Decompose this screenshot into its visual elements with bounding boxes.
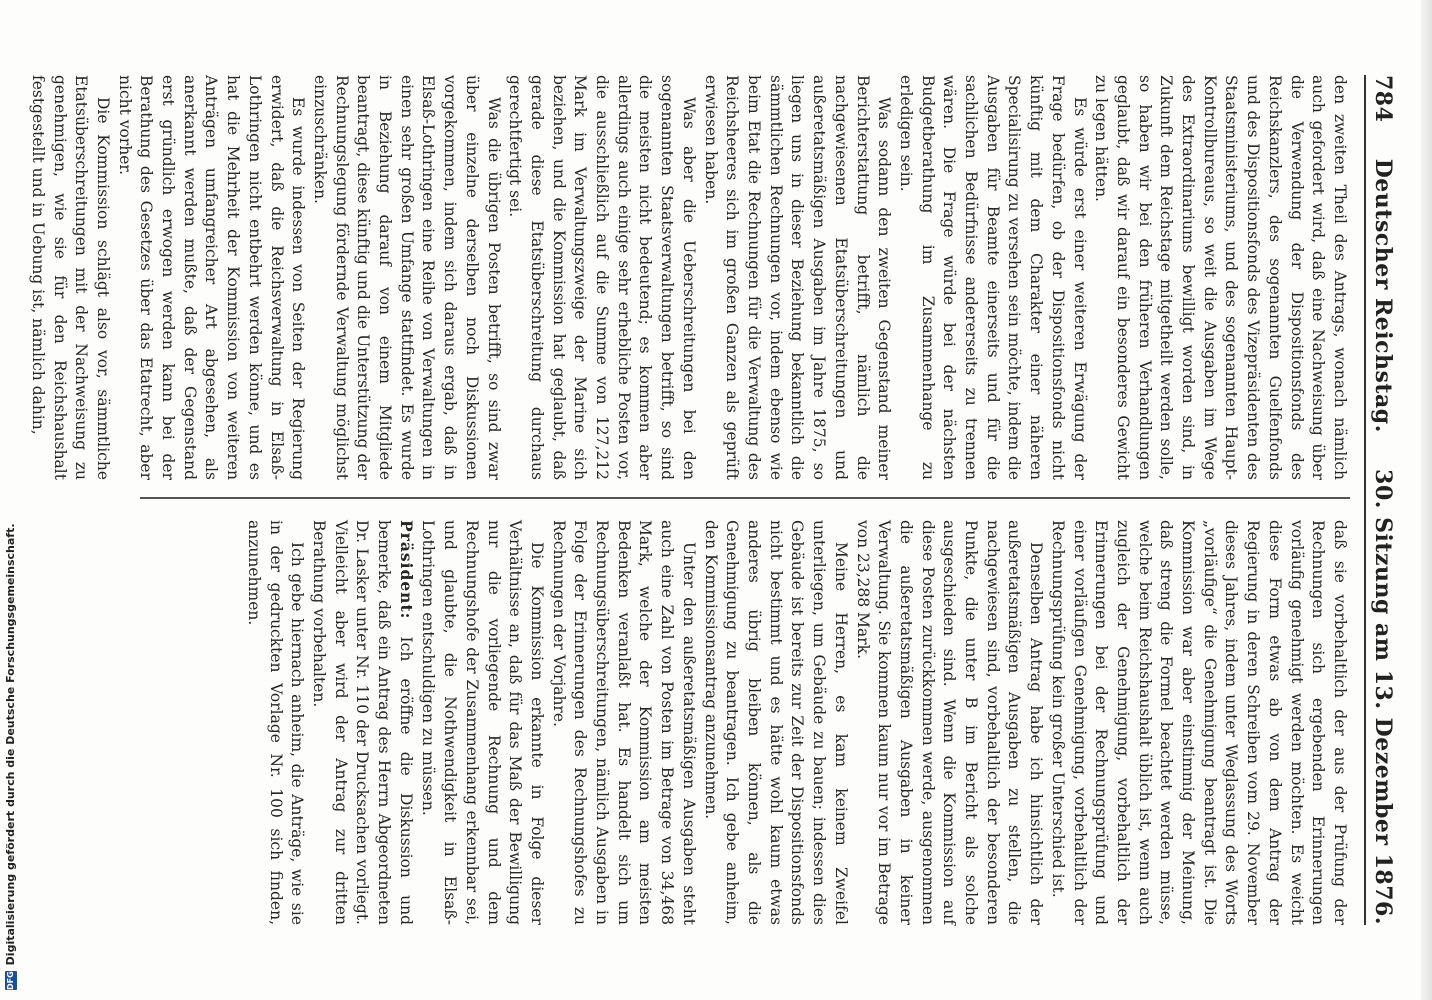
paragraph: Meine Herren, es kam keinem Zweifel unterliegen, um Gebäude zu bauen; indessen dies Gebäude ist bereits zur Zeit der Dispositionsfonds nicht bestimmt und es hätte wohl kaum etwas anderes übrig bleiben können, als die Genehmigung zu beantragen. Ich gebe anheim, den Kommissionsantrag anzunehmen. bbox=[701, 520, 850, 925]
paragraph: Präsident: Ich eröffne die Diskussion und bemerke, daß ein Antrag des Herrn Abgeordneten Dr. Lasker unter Nr. 110 der Drucksachen vorliegt. Vielleicht aber wird der Antrag zur dritten Berathung vorbehalten. bbox=[309, 520, 416, 925]
printed-page bbox=[28, 45, 1430, 955]
paragraph: Ich gebe hiernach anheim, die Anträge, wie sie in der gedruckten Vorlage Nr. 100 sich finden, anzunehmen. bbox=[244, 520, 307, 925]
paragraph: Die Kommission schlägt also vor, sämmtliche Etatsüberschreitungen mit der Nachweisung zu genehmigen, wie sie für den Reichshaushalt festgestellt und in Uebung ist, nämlich dahin, bbox=[28, 75, 112, 480]
digitization-notice-text: Digitalisierung gefördert durch die Deutsche Forschungsgemeinschaft. bbox=[4, 523, 17, 966]
paragraph: Es würde erst einer weiteren Erwägung der Frage bedürfen, ob der Dispositionsfonds nicht künftig mit dem Charakter einer näheren Specialisirung zu versehen sein möchte, indem die Ausgaben für Beamte einerseits und für die sachlichen Bedürfnisse andererseits zu trennen wären. Die Frage würde bei der nächsten Budgetberathung im Zusammenhange zu erledigen sein. bbox=[896, 75, 1089, 480]
digitization-notice bbox=[4, 523, 17, 990]
right-text-column bbox=[140, 520, 1350, 925]
paragraph: Unter den außeretatsmäßigen Ausgaben steht auch eine Zahl von Posten im Betrage von 34,468 Mark, welche der Kommission am meisten Bedenken veranlaßt hat. Es handelt sich um Rechnungsüberschreitungen, nämlich Ausgaben in Folge der Erinnerungen des Rechnungshofes zu Rechnungen der Vorjahre. bbox=[549, 520, 698, 925]
session-date: 30. Sitzung am 13. Dezember 1876. bbox=[1370, 469, 1396, 925]
paragraph: Was aber die Ueberschreitungen bei den sogenannten Staatsverwaltungen betrifft, so sind die meisten nicht bedeutend; es kommen aber allerdings auch einige sehr erhebliche Posten vor, die ausschließlich auf die Summe von 127,212 Mark im Verwaltungszweige der Marine sich beziehen, und die Kommission hat geglaubt, daß gerade diese Etatsüberschreitung durchaus gerechtfertigt sei. bbox=[506, 75, 698, 480]
paragraph: Was die übrigen Posten betrifft, so sind zwar über einzelne derselben noch Diskussionen vorgekommen, indem sich daraus ergab, daß in Elsaß-Lothringen eine Reihe von Verwaltungen in einen sehr großen Umfange stattfindet. Es wurde in Beziehung darauf von einem Mitgliede beantragt, diese künftig und die Unterstützung der Rechnungslegung fördernde Verwaltung möglichst einzuschränken. bbox=[310, 75, 503, 480]
paragraph: Denselben Antrag habe ich hinsichtlich der außeretatsmäßigen Ausgaben zu stellen, die nachgewiesen sind, vorbehaltlich der besonderen Punkte, die unter B im Bericht als solche ausgeschieden sind. Wenn die Kommission auf diese Posten zurückkommen werde, ausgenommen die außeretatsmäßigen Ausgaben in keiner Verwaltung. Sie kommen kaum nur vor im Betrage von 23,288 Mark. bbox=[853, 520, 1046, 925]
paragraph: Was sodann den zweiten Gegenstand meiner Berichterstattung betrifft, nämlich die nachgewiesenen Etatsüberschreitungen und außeretatsmäßigen Ausgaben im Jahre 1875, so liegen uns in dieser Beziehung bekanntlich die sämmtlichen Rechnungen vor, indem ebenso wie beim Etat die Rechnungen für die Verwaltung des Reichsheeres sich im großen Ganzen als geprüft erwiesen haben. bbox=[701, 75, 894, 480]
page-edge bbox=[1421, 0, 1432, 1000]
dfg-logo: DFG bbox=[5, 971, 15, 990]
column-divider bbox=[140, 497, 1350, 499]
paragraph: Die Kommission erkannte in Folge dieser Verhältnisse an, daß für das Maß der Bewilligung nur die vorliegende Rechnung und dem Rechnungshofe der Zusammenhang erkennbar sei, und glaubte, die Nothwendigkeit in Elsaß-Lothringen entschuldigen zu müssen. bbox=[419, 520, 546, 925]
paragraph: den zweiten Theil des Antrags, wonach nämlich auch gefordert wird, daß eine Nachweisung über die Verwendung der Dispositionsfonds des Reichskanzlers, des sogenannten Guelfenfonds und des Dispositionsfonds des Vizepräsidenten des Staatsministeriums, und des sogenannten Haupt-Kontrollbureaus, so weit die Ausgaben im Wege des Extraordinariums bewilligt worden sind, in Zukunft dem Reichstage mitgetheilt werden solle, so haben wir bei den früheren Verhandlungen geglaubt, daß wir darauf ein besonderes Gewicht zu legen hätten. bbox=[1092, 75, 1349, 480]
paragraph: daß sie vorbehaltlich der aus der Prüfung der Rechnungen sich ergebenden Erinnerungen vorläufig genehmigt werden möchten. Es weicht diese Form etwas ab von dem Antrag der Regierung in deren Schreiben vom 29. November dieses Jahres, indem unter Weglassung des Worts „vorläufige“ die Genehmigung beantragt ist. Die Kommission war aber einstimmig der Meinung, daß streng die Formel beachtet werden müsse, welche beim Reichshaushalt üblich ist, wenn auch zugleich der Genehmigung, vorbehaltlich der Erinnerungen bei der Rechnungsprüfung und einer vorläufigen Genehmigung, vorbehaltlich der Rechnungsprüfung kein großer Unterschied ist. bbox=[1048, 520, 1349, 925]
left-text-column bbox=[28, 75, 1350, 480]
rotated-page-content bbox=[28, 45, 1430, 955]
digitization-sidebar bbox=[0, 0, 22, 1000]
publication-title: Deutscher Reichstag. bbox=[1370, 158, 1396, 433]
page-number: 784 bbox=[1370, 75, 1396, 123]
paragraph: Es wurde indessen von Seiten der Regierung erwidert, daß die Reichsverwaltung in Elsaß-Lothringen nicht entbehrt werden könne, und es hat die Mehrheit der Kommission von weiteren Anträgen umfangreicher Art abgesehen, als anerkannt werden mußte, daß der Gegenstand erst gründlich erwogen werden kann bei der Berathung des Gesetzes über das Etatrecht, aber nicht vorher. bbox=[115, 75, 308, 480]
speaker-label: Präsident: bbox=[396, 520, 416, 620]
page-header bbox=[1364, 75, 1410, 925]
